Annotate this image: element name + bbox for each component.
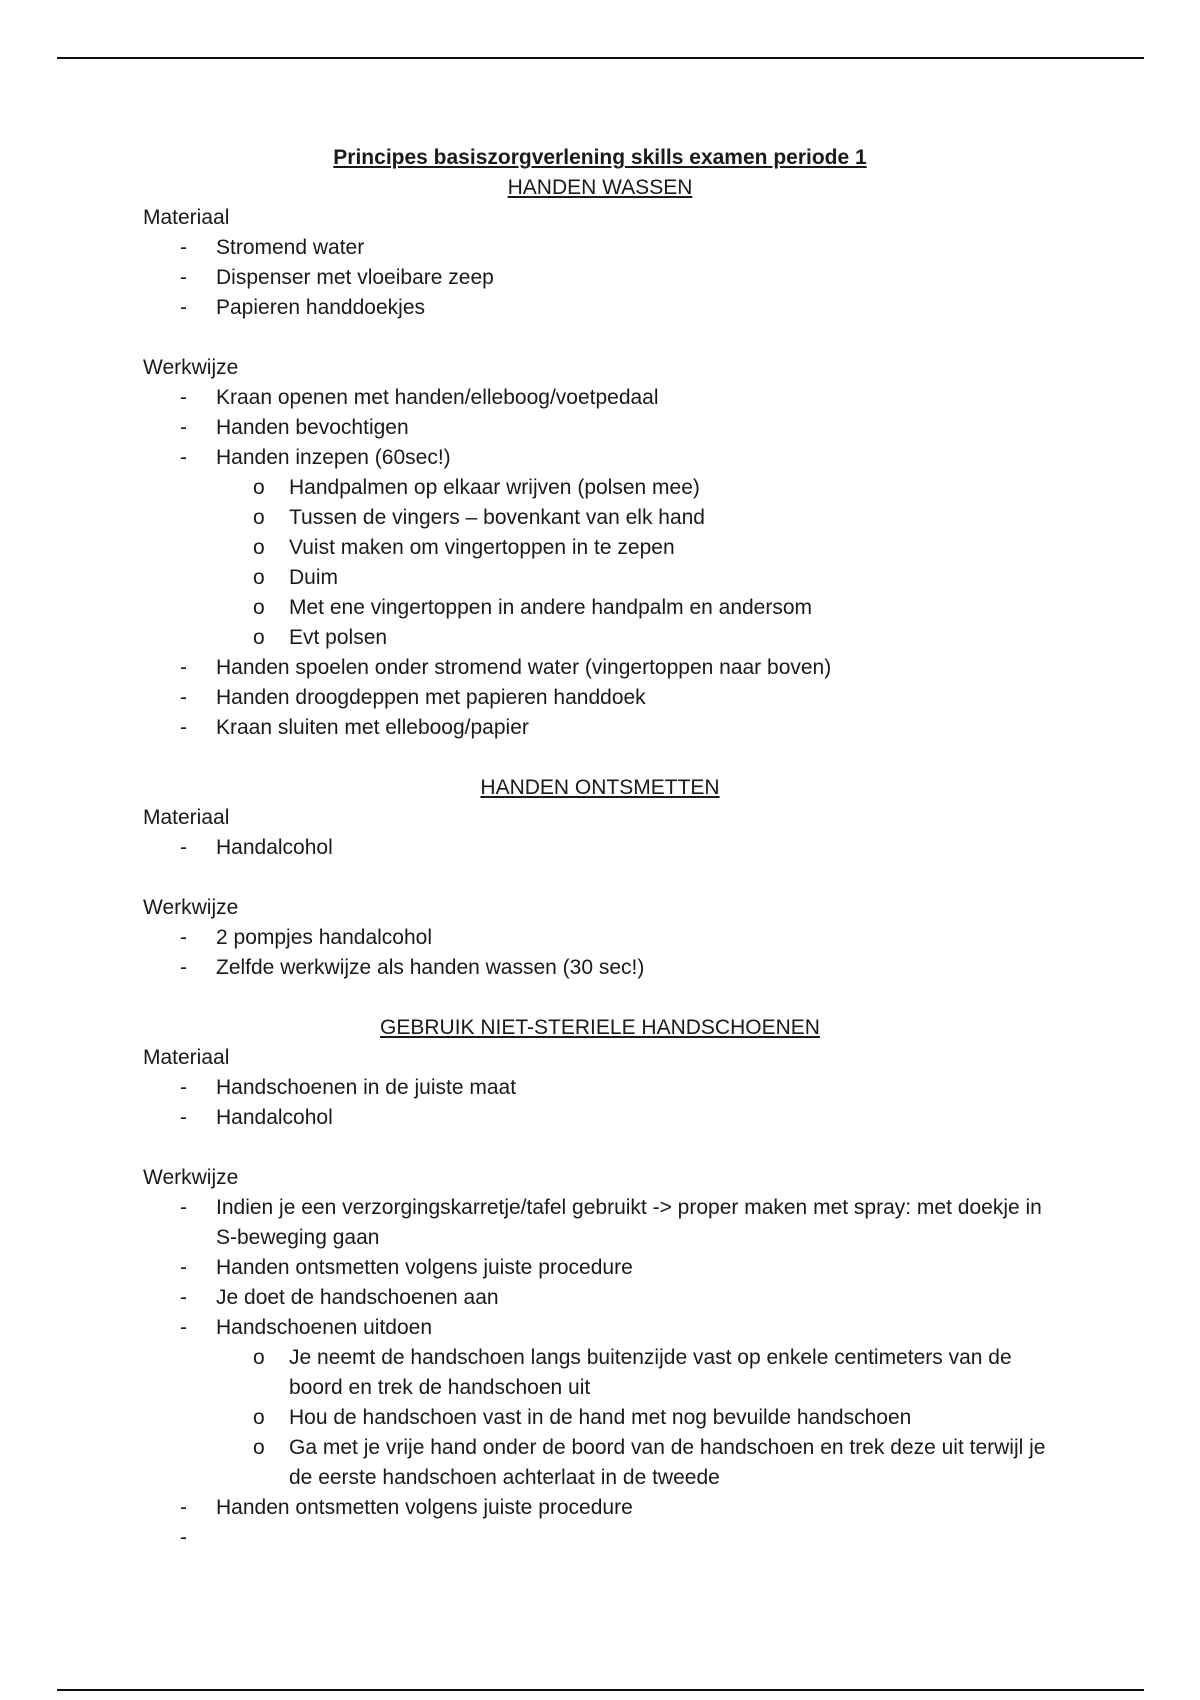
- list-item: - Handen ontsmetten volgens juiste procedure: [143, 1253, 1057, 1283]
- list-item: - Handschoenen in de juiste maat: [143, 1073, 1057, 1103]
- dash-bullet: -: [180, 716, 187, 739]
- circle-bullet: o: [253, 626, 265, 649]
- werkwijze-label: Werkwijze: [143, 896, 239, 919]
- list-item: [143, 1523, 1057, 1553]
- sub-list-item: o Handpalmen op elkaar wrijven (polsen mee): [216, 473, 1057, 503]
- dash-bullet: -: [180, 1526, 187, 1549]
- circle-bullet: o: [253, 1406, 265, 1429]
- werkwijze-label: Werkwijze: [143, 1166, 239, 1189]
- sub-list: [216, 473, 1057, 653]
- list-item: - Handen spoelen onder stromend water (vingertoppen naar boven): [143, 653, 1057, 683]
- materiaal-label: Materiaal: [143, 206, 230, 229]
- list-item: - Handalcohol: [143, 833, 1057, 863]
- list-item: - Je doet de handschoenen aan: [143, 1283, 1057, 1313]
- circle-bullet: o: [253, 506, 265, 529]
- dash-bullet: -: [180, 416, 187, 439]
- dash-bullet: -: [180, 1256, 187, 1279]
- dash-bullet: -: [180, 296, 187, 319]
- list-item: - Handalcohol: [143, 1103, 1057, 1133]
- section-heading: HANDEN ONTSMETTEN: [480, 776, 720, 799]
- dash-bullet: -: [180, 656, 187, 679]
- circle-bullet: o: [253, 1346, 265, 1369]
- list-item: - Handen inzepen (60sec!) o Handpalmen op elkaar wrijven (polsen mee) o Tussen de vingers – bovenkant van elk hand o Vuist maken om vingertoppen in te zepen o Duim o Met ene vingertoppen in andere handpalm en andersom o Evt polsen: [143, 443, 1057, 653]
- dash-bullet: -: [180, 926, 187, 949]
- page-footer-rule: [57, 1689, 1144, 1691]
- werkwijze-label: Werkwijze: [143, 356, 239, 379]
- sub-list-item: o Hou de handschoen vast in de hand met nog bevuilde handschoen: [216, 1403, 1057, 1433]
- dash-bullet: -: [180, 1106, 187, 1129]
- dash-bullet: -: [180, 1316, 187, 1339]
- circle-bullet: o: [253, 476, 265, 499]
- list-item: - Dispenser met vloeibare zeep: [143, 263, 1057, 293]
- dash-bullet: -: [180, 266, 187, 289]
- dash-bullet: -: [180, 1496, 187, 1519]
- section-niet-steriele-handschoenen: [143, 1013, 1057, 1553]
- sub-list-item: o Tussen de vingers – bovenkant van elk hand: [216, 503, 1057, 533]
- document-title: Principes basiszorgverlening skills examen periode 1: [333, 146, 867, 169]
- page-header-rule: [57, 57, 1144, 59]
- list-item: - Papieren handdoekjes: [143, 293, 1057, 323]
- list-item: - Indien je een verzorgingskarretje/tafel gebruikt -> proper maken met spray: met doekje in S-beweging gaan: [143, 1193, 1057, 1253]
- section-heading: HANDEN WASSEN: [507, 176, 693, 199]
- werkwijze-list: [143, 383, 1057, 743]
- dash-bullet: -: [180, 1286, 187, 1309]
- section-handen-ontsmetten: [143, 773, 1057, 983]
- list-item: - Kraan openen met handen/elleboog/voetpedaal: [143, 383, 1057, 413]
- dash-bullet: -: [180, 386, 187, 409]
- circle-bullet: o: [253, 536, 265, 559]
- materiaal-list: [143, 833, 1057, 863]
- section-handen-wassen: [143, 173, 1057, 743]
- dash-bullet: -: [180, 446, 187, 469]
- materiaal-list: [143, 1073, 1057, 1133]
- dash-bullet: -: [180, 1196, 187, 1219]
- section-heading: GEBRUIK NIET-STERIELE HANDSCHOENEN: [380, 1016, 820, 1039]
- dash-bullet: -: [180, 236, 187, 259]
- sub-list: [216, 1343, 1057, 1493]
- circle-bullet: o: [253, 1436, 265, 1459]
- materiaal-list: [143, 233, 1057, 323]
- list-item: - Handen bevochtigen: [143, 413, 1057, 443]
- circle-bullet: o: [253, 596, 265, 619]
- list-item: - Handschoenen uitdoen o Je neemt de handschoen langs buitenzijde vast op enkele centimeters van de boord en trek de handschoen uit o Hou de handschoen vast in de hand met nog bevuilde handschoen o Ga met je vrije hand onder de boord van de handschoen en trek deze uit terwijl je de eerste handschoen achterlaat in de tweede: [143, 1313, 1057, 1493]
- document-body: [143, 143, 1057, 1553]
- sub-list-item: o Met ene vingertoppen in andere handpalm en andersom: [216, 593, 1057, 623]
- sub-list-item: o Duim: [216, 563, 1057, 593]
- list-item: - Stromend water: [143, 233, 1057, 263]
- dash-bullet: -: [180, 956, 187, 979]
- sub-list-item: o Evt polsen: [216, 623, 1057, 653]
- list-item: - 2 pompjes handalcohol: [143, 923, 1057, 953]
- list-item: - Kraan sluiten met elleboog/papier: [143, 713, 1057, 743]
- list-item: - Zelfde werkwijze als handen wassen (30 sec!): [143, 953, 1057, 983]
- dash-bullet: -: [180, 686, 187, 709]
- list-item: - Handen ontsmetten volgens juiste procedure: [143, 1493, 1057, 1523]
- materiaal-label: Materiaal: [143, 806, 230, 829]
- dash-bullet: -: [180, 1076, 187, 1099]
- sub-list-item: o Je neemt de handschoen langs buitenzijde vast op enkele centimeters van de boord en trek de handschoen uit: [216, 1343, 1057, 1403]
- werkwijze-list: [143, 923, 1057, 983]
- dash-bullet: -: [180, 836, 187, 859]
- list-item: - Handen droogdeppen met papieren handdoek: [143, 683, 1057, 713]
- sub-list-item: o Ga met je vrije hand onder de boord van de handschoen en trek deze uit terwijl je de eerste handschoen achterlaat in de tweede: [216, 1433, 1057, 1493]
- circle-bullet: o: [253, 566, 265, 589]
- werkwijze-list: [143, 1193, 1057, 1553]
- materiaal-label: Materiaal: [143, 1046, 230, 1069]
- sub-list-item: o Vuist maken om vingertoppen in te zepen: [216, 533, 1057, 563]
